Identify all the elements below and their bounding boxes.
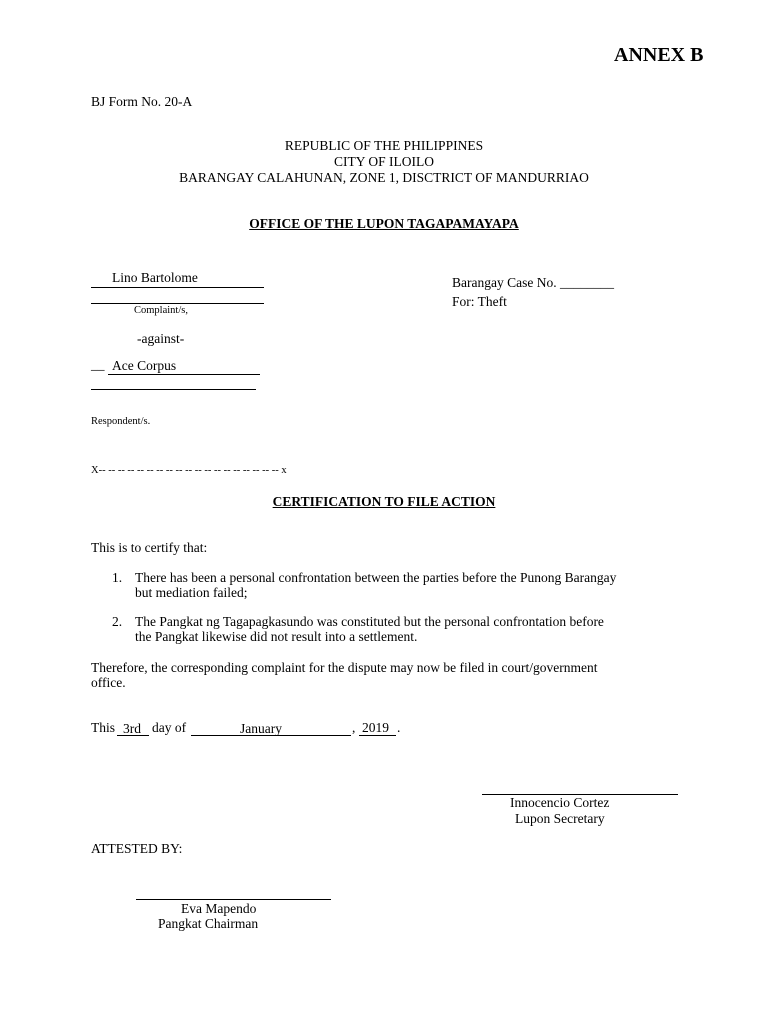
header-republic: REPUBLIC OF THE PHILIPPINES [284, 138, 484, 153]
respondent-label: Respondent/s. [91, 416, 151, 427]
form-number: BJ Form No. 20-A [91, 94, 193, 109]
therefore-line1: Therefore, the corresponding complaint for the dispute may now be filed in court/government [91, 660, 598, 675]
annex-label: ANNEX B [614, 44, 704, 66]
chairman-signature-line [136, 899, 331, 900]
therefore-line2: office. [91, 675, 126, 690]
attested-by-label: ATTESTED BY: [91, 841, 183, 856]
separator-line: X-- -- -- -- -- -- -- -- -- -- -- -- -- -- -- -- -- -- -- x [91, 465, 287, 476]
against-label: -against- [137, 331, 185, 346]
date-day-of: day of [152, 720, 187, 735]
complainant-label: Complaint/s, [134, 305, 188, 316]
item-text-line2: the Pangkat likewise did not result into a settlement. [135, 629, 418, 644]
case-number-label: Barangay Case No. ________ [452, 275, 614, 290]
item-text-line2: but mediation failed; [135, 585, 248, 600]
chairman-name: Eva Mapendo [181, 901, 257, 916]
date-month: January [240, 721, 282, 736]
certification-title: CERTIFICATION TO FILE ACTION [272, 494, 496, 509]
date-year: 2019 [362, 720, 389, 735]
secretary-title: Lupon Secretary [515, 811, 605, 826]
item-text-line1: The Pangkat ng Tagapagkasundo was constituted but the personal confrontation before [135, 614, 604, 629]
date-prefix: This [91, 720, 116, 735]
respondent-prefix: __ [91, 357, 105, 372]
complainant-line-2 [91, 303, 264, 304]
complainant-name: Lino Bartolome [112, 270, 198, 285]
respondent-line-2 [91, 389, 256, 390]
respondent-name: Ace Corpus [112, 358, 177, 373]
respondent-line-1 [108, 374, 260, 375]
date-period: . [397, 720, 401, 735]
header-city: CITY OF ILOILO [334, 154, 434, 169]
date-comma: , [352, 720, 356, 735]
chairman-title: Pangkat Chairman [158, 916, 259, 931]
intro-text: This is to certify that: [91, 540, 208, 555]
item-text-line1: There has been a personal confrontation between the parties before the Punong Barangay [135, 570, 617, 585]
item-number: 2. [112, 614, 123, 629]
date-day: 3rd [123, 721, 141, 736]
complainant-line-1 [91, 287, 264, 288]
office-title: OFFICE OF THE LUPON TAGAPAMAYAPA [249, 216, 519, 231]
header-barangay: BARANGAY CALAHUNAN, ZONE 1, DISCTRICT OF MANDURRIAO [179, 170, 589, 185]
secretary-name: Innocencio Cortez [510, 795, 610, 810]
case-for-label: For: Theft [452, 294, 507, 309]
item-number: 1. [112, 570, 123, 585]
